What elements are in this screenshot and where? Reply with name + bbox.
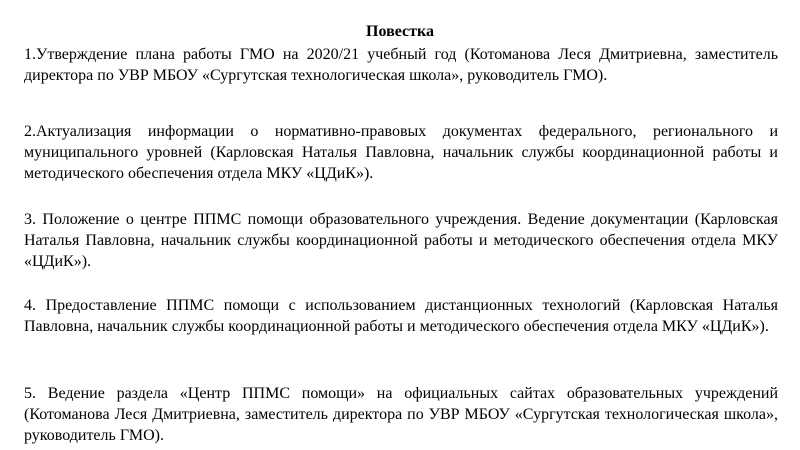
agenda-item-1: 1.Утверждение плана работы ГМО на 2020/21 учебный год (Котоманова Леся Дмитриевна, заместитель директора по УВР МБОУ «Сургутская технологическая школа», руководитель ГМО). xyxy=(24,46,778,84)
agenda-item-2: 2.Актуализация информации о нормативно-правовых документах федерального, регионального и муниципального уровней (Карловская Наталья Павловна, начальник службы координационной работы и методического обеспечения отдела МКУ «ЦДиК»). xyxy=(24,123,778,182)
agenda-item-3: 3. Положение о центре ППМС помощи образовательного учреждения. Ведение документации (Карловская Наталья Павловна, начальник службы координационной работы и методического обеспечения отдела МКУ «ЦДиК»). xyxy=(24,211,778,270)
agenda-item-4: 4. Предоставление ППМС помощи с использованием дистанционных технологий (Карловская Наталья Павловна, начальник службы координационной работы и методического обеспечения отдела МКУ «ЦДиК»). xyxy=(24,297,778,335)
agenda-title: Повестка xyxy=(366,23,434,40)
agenda-item-5: 5. Ведение раздела «Центр ППМС помощи» на официальных сайтах образовательных учреждений (Котоманова Леся Дмитриевна, заместитель директора по УВР МБОУ «Сургутская технологическая школа», руководитель ГМО). xyxy=(24,385,778,444)
